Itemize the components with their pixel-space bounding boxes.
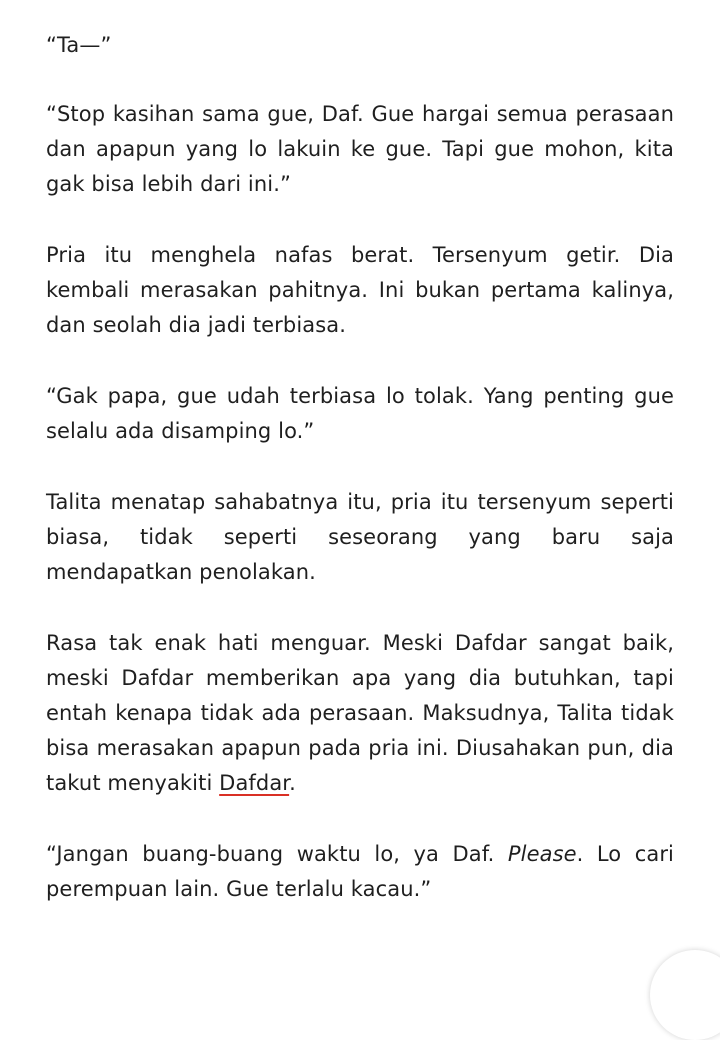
paragraph-6 bbox=[46, 626, 674, 801]
paragraph-6-text: Rasa tak enak hati menguar. Meski Dafdar sangat baik, meski Dafdar memberikan apa yang dia butuhkan, tapi entah kenapa tidak ada perasaan. Maksudnya, Talita tidak bisa merasakan apapun pada pria ini. Diusahakan pun, dia takut menyakiti bbox=[46, 631, 674, 795]
paragraph-7-italic: Please bbox=[507, 842, 577, 866]
story-text bbox=[46, 28, 674, 943]
paragraph-5: Talita menatap sahabatnya itu, pria itu tersenyum seperti biasa, tidak seperti seseorang yang baru saja mendapatkan penolakan. bbox=[46, 490, 674, 584]
paragraph-3: Pria itu menghela nafas berat. Tersenyum getir. Dia kembali merasakan pahitnya. Ini bukan pertama kalinya, dan seolah dia jadi terbiasa. bbox=[46, 243, 674, 337]
paragraph-4: “Gak papa, gue udah terbiasa lo tolak. Yang penting gue selalu ada disamping lo.” bbox=[46, 384, 674, 443]
paragraph-6-end: . bbox=[289, 771, 296, 795]
floating-action-button[interactable] bbox=[650, 950, 720, 1040]
paragraph-7-end: . Lo cari perempuan lain. Gue terlalu kacau.” bbox=[46, 842, 674, 901]
paragraph-1: “Ta—” bbox=[46, 33, 112, 57]
paragraph-2: “Stop kasihan sama gue, Daf. Gue hargai semua perasaan dan apapun yang lo lakuin ke gue. Tapi gue mohon, kita gak bisa lebih dari ini.” bbox=[46, 102, 674, 196]
paragraph-7 bbox=[46, 837, 674, 907]
misspelled-word[interactable]: Dafdar bbox=[219, 771, 290, 795]
paragraph-7-start: “Jangan buang-buang waktu lo, ya Daf. bbox=[46, 842, 508, 866]
